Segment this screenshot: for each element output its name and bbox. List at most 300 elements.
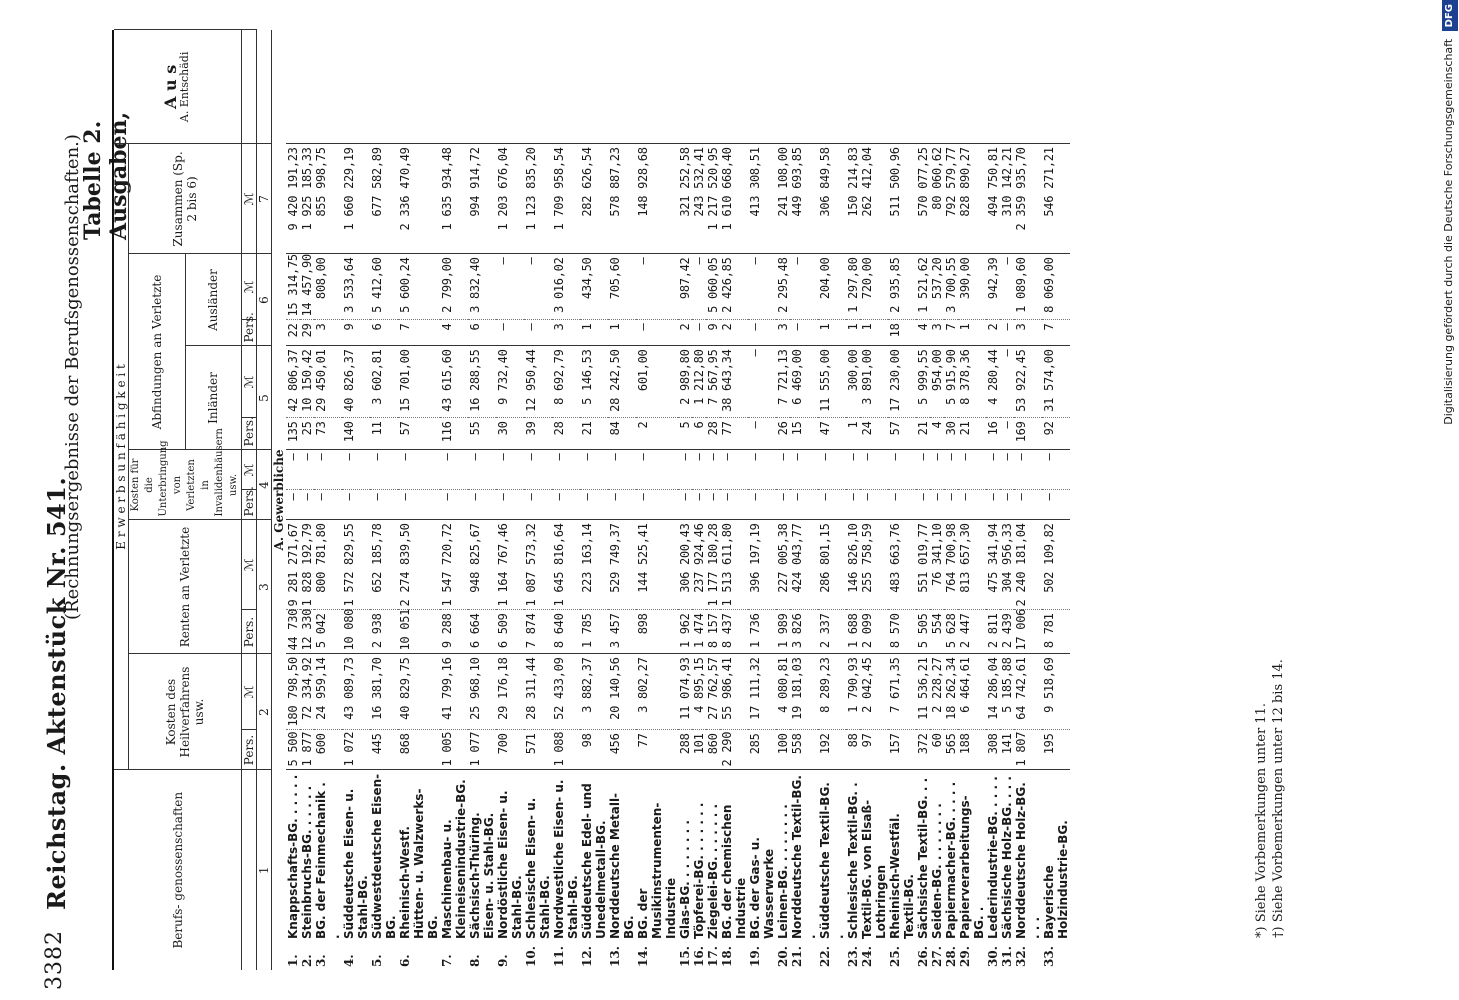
cell-m7: 262 412,04 xyxy=(860,144,888,254)
cell-m4: — xyxy=(300,450,314,490)
row-blank xyxy=(636,30,678,144)
cell-m2: 2 042,45 xyxy=(860,654,888,730)
cell-m2: 28 311,44 xyxy=(524,654,552,730)
cell-m4: — xyxy=(370,450,398,490)
cell-p3: 17 006 xyxy=(1014,610,1042,654)
unit-pers: Pers. xyxy=(242,730,257,770)
cell-m3: 1 828 192,79 xyxy=(300,520,314,610)
row-blank xyxy=(1042,30,1070,144)
row-number: 31. xyxy=(1000,946,1014,967)
row-blank xyxy=(342,30,370,144)
cell-m3: 1 164 767,46 xyxy=(496,520,524,610)
header-abfindungen: Abfindungen an Verletzte xyxy=(129,254,186,450)
cell-p3: 12 330 xyxy=(300,610,314,654)
cell-m2: 72 334,92 xyxy=(300,654,314,730)
unit-pers: Pers. xyxy=(242,490,257,520)
unit-blank xyxy=(242,770,257,970)
row-number: 21. xyxy=(790,946,804,967)
cell-m7: 570 077,25 xyxy=(916,144,930,254)
table-row xyxy=(1014,30,1042,970)
cell-m7: 1 610 668,40 xyxy=(720,144,748,254)
cell-p2: 288 xyxy=(678,730,692,770)
cell-p3: 8 570 xyxy=(888,610,916,654)
cell-p2: 456 xyxy=(608,730,636,770)
cell-m7: 150 214,83 xyxy=(846,144,860,254)
cell-m2: 41 799,16 xyxy=(440,654,468,730)
cell-p5: 11 xyxy=(370,418,398,450)
cell-p6: 18 xyxy=(888,320,916,346)
dfg-banner-text: Digitalisierung gefördert durch die Deutsche Forschungsgemeinschaft xyxy=(1442,38,1455,425)
cell-p2: 445 xyxy=(370,730,398,770)
row-blank xyxy=(370,30,398,144)
row-number: 5. xyxy=(370,954,384,967)
table-row xyxy=(286,30,300,970)
cell-m6: — xyxy=(1000,254,1014,320)
cell-m4: — xyxy=(776,450,790,490)
cell-m2: 2 228,27 xyxy=(930,654,944,730)
cell-m2: 4 080,81 xyxy=(776,654,790,730)
cell-m5: 601,00 xyxy=(636,346,678,418)
cell-m4: — xyxy=(706,450,720,490)
cell-m3: 948 825,67 xyxy=(468,520,496,610)
cell-m3: 2 240 181,04 xyxy=(1014,520,1042,610)
cell-m5: 42 806,37 xyxy=(286,346,300,418)
cell-m3: 146 826,10 xyxy=(846,520,860,610)
unit-mark: ℳ xyxy=(242,654,257,730)
cell-m2: 6 464,61 xyxy=(958,654,986,730)
cell-m4: — xyxy=(1000,450,1014,490)
cell-p5: 5 xyxy=(678,418,692,450)
cell-m6: 537,20 xyxy=(930,254,944,320)
cell-m4: — xyxy=(748,450,776,490)
row-name: Norddeutsche Holz-BG. . . . xyxy=(1014,770,1042,942)
cell-m5: 17 230,00 xyxy=(888,346,916,418)
dfg-banner xyxy=(1438,0,1459,1000)
cell-m6: 1 297,80 xyxy=(846,254,860,320)
cell-p3: 1 989 xyxy=(776,610,790,654)
cell-m6: 3 533,64 xyxy=(342,254,370,320)
row-blank xyxy=(524,30,552,144)
cell-p2: 1 088 xyxy=(552,730,580,770)
row-number: 2. xyxy=(300,954,314,967)
cell-m6: 705,60 xyxy=(608,254,636,320)
cell-p6: 6 xyxy=(468,320,496,346)
cell-p5: 1 xyxy=(846,418,860,450)
cell-p3: 2 337 xyxy=(818,610,846,654)
cell-p2: 101 xyxy=(692,730,706,770)
cell-m7: 413 308,51 xyxy=(748,144,776,254)
row-name: Norddeutsche Metall-BG. xyxy=(608,770,636,942)
cell-m6: 8 069,00 xyxy=(1042,254,1070,320)
table-row xyxy=(860,30,888,970)
table-row xyxy=(524,30,552,970)
table-row xyxy=(916,30,930,970)
table-row xyxy=(370,30,398,970)
cell-p4: — xyxy=(440,490,468,520)
row-name: Seiden-BG. . . . . . . . xyxy=(930,770,944,942)
cell-p5: 26 xyxy=(776,418,790,450)
row-name: Rheinisch-Westf. Hütten- u. Walzwerks-BG. xyxy=(398,770,440,942)
cell-m3: 9 281 271,67 xyxy=(286,520,300,610)
row-name: Bayerische Holzindustrie-BG. xyxy=(1042,770,1070,942)
cell-m4: — xyxy=(958,450,986,490)
row-blank xyxy=(720,30,748,144)
cell-p4: — xyxy=(580,490,608,520)
cell-m2: 19 181,03 xyxy=(790,654,818,730)
header-top-right-sub: A. Entschädi xyxy=(177,51,191,123)
cell-p6: — xyxy=(748,320,776,346)
header-unterbringung: Kosten für die Unterbringung von Verletzten in Invalidenhäusern usw. xyxy=(129,450,242,520)
cell-m3: 813 657,30 xyxy=(958,520,986,610)
table-row xyxy=(608,30,636,970)
cell-p2: 372 xyxy=(916,730,930,770)
table-row xyxy=(300,30,314,970)
cell-m5: 28 242,50 xyxy=(608,346,636,418)
cell-p5: 47 xyxy=(818,418,846,450)
row-number: 1. xyxy=(286,954,300,967)
cell-m4: — xyxy=(860,450,888,490)
row-number: 27. xyxy=(930,946,944,967)
cell-m7: 855 998,75 xyxy=(314,144,342,254)
table-row xyxy=(930,30,944,970)
cell-p2: 2 290 xyxy=(720,730,748,770)
row-name: Nordöstliche Eisen- u. Stahl-BG. xyxy=(496,770,524,942)
cell-m3: 1 645 816,64 xyxy=(552,520,580,610)
row-name: Papierverarbeitungs-BG. . xyxy=(958,770,986,942)
cell-p5: 25 xyxy=(300,418,314,450)
row-blank xyxy=(552,30,580,144)
cell-m2: 180 798,50 xyxy=(286,654,300,730)
row-blank xyxy=(692,30,706,144)
cell-m6: 2 935,85 xyxy=(888,254,916,320)
cell-p6: 3 xyxy=(930,320,944,346)
table-row xyxy=(776,30,790,970)
cell-m4: — xyxy=(398,450,440,490)
cell-m2: 1 790,93 xyxy=(846,654,860,730)
cell-p5: 77 xyxy=(720,418,748,450)
cell-m7: 449 693,85 xyxy=(790,144,818,254)
cell-p3: 1 474 xyxy=(692,610,706,654)
table-row xyxy=(944,30,958,970)
table-row xyxy=(496,30,524,970)
cell-m5: 7 721,13 xyxy=(776,346,790,418)
column-number: 1 xyxy=(257,770,272,970)
cell-p2: 195 xyxy=(1042,730,1070,770)
cell-p4: — xyxy=(706,490,720,520)
table-row xyxy=(678,30,692,970)
cell-m6: 5 060,05 xyxy=(706,254,720,320)
cell-p3: 8 437 xyxy=(720,610,748,654)
cell-p2: 600 xyxy=(314,730,342,770)
row-name: Schlesische Textil-BG. . xyxy=(846,770,860,942)
cell-p3: 1 736 xyxy=(748,610,776,654)
cell-m2: 11 536,21 xyxy=(916,654,930,730)
cell-m6: 204,00 xyxy=(818,254,846,320)
cell-p5: — xyxy=(1000,418,1014,450)
cell-p6: 7 xyxy=(398,320,440,346)
unit-blank xyxy=(242,30,257,144)
cell-m6: — xyxy=(692,254,706,320)
cell-m6: 3 700,55 xyxy=(944,254,958,320)
cell-m7: 243 532,41 xyxy=(692,144,706,254)
column-number: 5 xyxy=(257,346,272,450)
cell-p2: 98 xyxy=(580,730,608,770)
cell-p5: 84 xyxy=(608,418,636,450)
cell-m7: 1 635 934,48 xyxy=(440,144,468,254)
cell-m5: 29 450,01 xyxy=(314,346,342,418)
cell-m4: — xyxy=(986,450,1000,490)
cell-p6: 3 xyxy=(1014,320,1042,346)
cell-p3: 44 730 xyxy=(286,610,300,654)
cell-p6: — xyxy=(1000,320,1014,346)
column-number: 6 xyxy=(257,254,272,346)
table-caption: Tabelle 2. Ausgaben, xyxy=(80,111,132,240)
row-blank xyxy=(300,30,314,144)
cell-m2: 5 185,88 xyxy=(1000,654,1014,730)
cell-m7: 321 252,58 xyxy=(678,144,692,254)
cell-m3: 800 781,80 xyxy=(314,520,342,610)
row-number: 29. xyxy=(958,946,972,967)
cell-p3: 1 785 xyxy=(580,610,608,654)
cell-p5: 57 xyxy=(888,418,916,450)
cell-p5: 73 xyxy=(314,418,342,450)
cell-p3: 6 664 xyxy=(468,610,496,654)
table-row xyxy=(748,30,776,970)
cell-m2: 8 289,23 xyxy=(818,654,846,730)
row-blank xyxy=(986,30,1000,144)
row-number: 18. xyxy=(720,946,734,967)
table-row xyxy=(552,30,580,970)
row-number: 23. xyxy=(846,946,860,967)
row-name: Papiermacher-BG. . . . . xyxy=(944,770,958,942)
cell-p3: 3 826 xyxy=(790,610,818,654)
row-blank xyxy=(678,30,692,144)
cell-p4: — xyxy=(300,490,314,520)
cell-p6: — xyxy=(636,320,678,346)
cell-m6: 5 412,60 xyxy=(370,254,398,320)
cell-m5: 4 280,44 xyxy=(986,346,1000,418)
cell-m4: — xyxy=(818,450,846,490)
header-top-right-title: A u s xyxy=(160,64,180,109)
row-name: Sächsische Textil-BG. . . xyxy=(916,770,930,942)
cell-p2: 188 xyxy=(958,730,986,770)
cell-m7: 494 750,81 xyxy=(986,144,1000,254)
row-blank xyxy=(958,30,986,144)
cell-m4: — xyxy=(944,450,958,490)
table-row xyxy=(790,30,818,970)
row-name: Süddeutsche Eisen- u. Stahl-BG. xyxy=(342,770,370,942)
cell-p5: 30 xyxy=(496,418,524,450)
unit-mark: ℳ xyxy=(242,144,257,254)
cell-p2: 1 005 xyxy=(440,730,468,770)
column-number-blank xyxy=(257,30,272,144)
cell-m7: 994 914,72 xyxy=(468,144,496,254)
cell-p2: 88 xyxy=(846,730,860,770)
cell-p2: 60 xyxy=(930,730,944,770)
cell-m3: 227 005,38 xyxy=(776,520,790,610)
cell-p3: 7 874 xyxy=(524,610,552,654)
footnotes xyxy=(1254,338,1288,938)
cell-p3: 1 962 xyxy=(678,610,692,654)
row-name: Leinen-BG. . . . . . . . xyxy=(776,770,790,942)
cell-m6: 3 832,40 xyxy=(468,254,496,320)
cell-p6: 3 xyxy=(314,320,342,346)
row-blank xyxy=(1000,30,1014,144)
cell-m3: 483 663,76 xyxy=(888,520,916,610)
cell-m7: 282 626,54 xyxy=(580,144,608,254)
header-auslaender: Ausländer xyxy=(185,254,242,346)
table-row xyxy=(706,30,720,970)
section-title: A. Gewerbliche xyxy=(272,449,286,551)
cell-m7: 9 420 191,23 xyxy=(286,144,300,254)
cell-m5: — xyxy=(748,346,776,418)
cell-p3: 2 447 xyxy=(958,610,986,654)
cell-p4: — xyxy=(286,490,300,520)
cell-m7: 792 579,77 xyxy=(944,144,958,254)
row-number: 6. xyxy=(398,954,412,967)
cell-m2: 27 762,57 xyxy=(706,654,720,730)
row-name: BG. der Feinmechanik . . xyxy=(314,770,342,942)
cell-p5: 6 xyxy=(692,418,706,450)
unit-pers: Pers. xyxy=(242,610,257,654)
footnote-2: †) Siehe Vorbemerkungen unter 12 bis 14. xyxy=(1271,659,1286,938)
column-number-row xyxy=(257,30,272,970)
cell-p4: — xyxy=(846,490,860,520)
row-number: 3. xyxy=(314,954,328,967)
cell-m5: 31 574,00 xyxy=(1042,346,1070,418)
cell-p3: 3 457 xyxy=(608,610,636,654)
dfg-banner-text-wrap xyxy=(1438,0,1459,1000)
row-name: Lederindustrie-BG. . . . . xyxy=(986,770,1000,942)
row-blank xyxy=(580,30,608,144)
cell-m5: 2 989,80 xyxy=(678,346,692,418)
cell-p5: 116 xyxy=(440,418,468,450)
cell-m4: — xyxy=(720,450,748,490)
cell-p6: 2 xyxy=(720,320,748,346)
cell-m3: 652 185,78 xyxy=(370,520,398,610)
cell-m4: — xyxy=(846,450,860,490)
cell-m5: 12 950,44 xyxy=(524,346,552,418)
cell-p4: — xyxy=(608,490,636,520)
cell-p5: 57 xyxy=(398,418,440,450)
cell-m4: — xyxy=(888,450,916,490)
expenses-table xyxy=(114,29,1070,970)
row-blank xyxy=(706,30,720,144)
row-number: 9. xyxy=(496,954,510,967)
row-number: 25. xyxy=(888,946,902,967)
cell-m5: — xyxy=(1000,346,1014,418)
cell-p6: 3 xyxy=(776,320,790,346)
cell-m4: — xyxy=(930,450,944,490)
cell-m7: 511 500,96 xyxy=(888,144,916,254)
cell-m5: 6 469,00 xyxy=(790,346,818,418)
unit-mark: ℳ xyxy=(242,346,257,418)
cell-m2: 17 111,32 xyxy=(748,654,776,730)
row-blank xyxy=(790,30,818,144)
cell-m3: 529 749,37 xyxy=(608,520,636,610)
cell-m3: 764 700,98 xyxy=(944,520,958,610)
row-name: Nordwestliche Eisen- u. Stahl-BG. xyxy=(552,770,580,942)
cell-m5: 8 692,79 xyxy=(552,346,580,418)
row-number: 19. xyxy=(748,946,762,967)
cell-m4: — xyxy=(468,450,496,490)
cell-m4: — xyxy=(1042,450,1070,490)
cell-m2: 29 176,18 xyxy=(496,654,524,730)
row-name: Sächsisch-Thüring. Eisen- u. Stahl-BG. xyxy=(468,770,496,942)
row-name: Südwestdeutsche Eisen-BG. xyxy=(370,770,398,942)
row-number: 7. xyxy=(440,954,454,967)
cell-m2: 7 671,35 xyxy=(888,654,916,730)
cell-p3: 10 051 xyxy=(398,610,440,654)
cell-m2: 3 802,27 xyxy=(636,654,678,730)
cell-p4: — xyxy=(314,490,342,520)
cell-m5: 38 643,34 xyxy=(720,346,748,418)
row-blank xyxy=(944,30,958,144)
cell-p6: 1 xyxy=(580,320,608,346)
cell-m2: 64 742,61 xyxy=(1014,654,1042,730)
row-blank xyxy=(496,30,524,144)
cell-p3: 2 811 xyxy=(986,610,1000,654)
cell-p2: 571 xyxy=(524,730,552,770)
cell-m6: — xyxy=(748,254,776,320)
cell-m7: 2 336 470,49 xyxy=(398,144,440,254)
cell-p6: 22 xyxy=(286,320,300,346)
cell-m3: 304 956,33 xyxy=(1000,520,1014,610)
cell-m3: 396 197,19 xyxy=(748,520,776,610)
cell-m4: — xyxy=(790,450,818,490)
cell-p4: — xyxy=(986,490,1000,520)
cell-p6: 4 xyxy=(440,320,468,346)
cell-p2: 285 xyxy=(748,730,776,770)
cell-m3: 306 200,43 xyxy=(678,520,692,610)
cell-m6: 808,00 xyxy=(314,254,342,320)
cell-m3: 1 572 829,55 xyxy=(342,520,370,610)
cell-m2: 18 262,34 xyxy=(944,654,958,730)
row-name: BG. der Gas- u. Wasserwerke xyxy=(748,770,776,942)
cell-m3: 255 758,59 xyxy=(860,520,888,610)
cell-p4: — xyxy=(524,490,552,520)
cell-p6: 29 xyxy=(300,320,314,346)
document-title: Reichstag. Aktenstück Nr. 541. xyxy=(42,476,71,910)
cell-p2: 565 xyxy=(944,730,958,770)
cell-m2: 11 074,93 xyxy=(678,654,692,730)
cell-m3: 237 924,46 xyxy=(692,520,706,610)
cell-m3: 286 801,15 xyxy=(818,520,846,610)
cell-m4: — xyxy=(552,450,580,490)
cell-m7: 546 271,21 xyxy=(1042,144,1070,254)
cell-p5: 28 xyxy=(706,418,720,450)
cell-p3: 2 938 xyxy=(370,610,398,654)
row-number: 13. xyxy=(608,946,622,967)
cell-m5: 53 922,45 xyxy=(1014,346,1042,418)
column-number: 3 xyxy=(257,520,272,654)
cell-p4: — xyxy=(944,490,958,520)
cell-m6: 2 295,48 xyxy=(776,254,790,320)
table-row xyxy=(468,30,496,970)
dfg-logo: DFG xyxy=(1442,0,1458,31)
cell-m6: 942,39 xyxy=(986,254,1000,320)
cell-p4: — xyxy=(1014,490,1042,520)
row-blank xyxy=(398,30,440,144)
table-row xyxy=(958,30,986,970)
cell-p6: 3 xyxy=(552,320,580,346)
cell-p5: 28 xyxy=(552,418,580,450)
cell-p3: 8 157 xyxy=(706,610,720,654)
row-number: 4. xyxy=(342,954,356,967)
cell-m2: 20 140,56 xyxy=(608,654,636,730)
column-number: 2 xyxy=(257,654,272,770)
cell-m6: — xyxy=(496,254,524,320)
